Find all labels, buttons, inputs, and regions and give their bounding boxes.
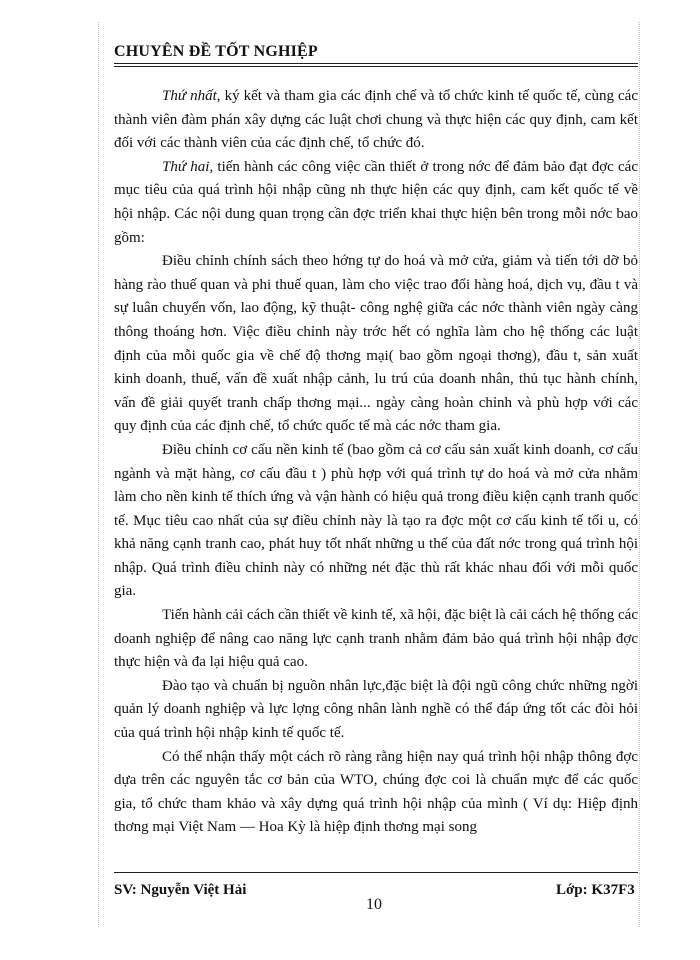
paragraph — [114, 250, 638, 439]
footer-class: Lớp: K37F3 — [556, 882, 635, 898]
header-rule — [114, 63, 638, 64]
paragraph — [114, 85, 638, 156]
paragraph-text: , ký kết và tham gia các định chế và tổ chức kinh tế quốc tế, cùng các thành viên đàm phán xây dựng các luật chơi chung và thực hiện các quy định, cam kết đối với các thành viên của các định chế, tổ chức đó. — [114, 88, 638, 152]
document-body — [114, 85, 638, 840]
paragraph — [114, 675, 638, 746]
paragraph — [114, 746, 638, 840]
paragraph-lead: Thứ hai — [162, 158, 210, 175]
paragraph-text: Tiến hành cải cách cần thiết về kinh tế, xã hội, đặc biệt là cải cách hệ thống các doanh nghiệp để nâng cao năng lực cạnh tranh nhằm đảm bảo quá trình hội nhập đợc thực hiện và đa lại hiệu quả cao. — [114, 607, 638, 671]
paragraph-text: , tiến hành các công việc cần thiết ở trong nớc để đảm bảo đạt đợc các mục tiêu của quá trình hội nhập cũng nh thực hiện các quy định, cam kết quốc tế về hội nhập. Các nội dung quan trọng cần đợc triển khai thực hiện bên trong mỗi nớc bao gồm: — [114, 158, 638, 246]
paragraph-lead: Thứ nhất — [162, 88, 217, 104]
paragraph-text: Có thể nhận thấy một cách rõ ràng rằng hiện nay quá trình hội nhập thông đợc dựa trên các nguyên tắc cơ bản của WTO, chúng đợc coi là chuẩn mực để các quốc gia, tổ chức tham khảo và xây dựng quá trình hội nhập của mình ( Ví dụ: Hiệp định thơng mại Việt Nam — Hoa Kỳ là hiệp định thơng mại song — [114, 748, 638, 836]
paragraph — [114, 439, 638, 604]
paragraph-text: Điều chỉnh chính sách theo hớng tự do hoá và mở cửa, giảm và tiến tới dỡ bỏ hàng rào thuế quan và phi thuế quan, làm cho việc trao đổi hàng hoá, dịch vụ, đầu t và sự luân chuyển vốn, lao động, kỹ thuật- công nghệ giữa các nớc thành viên ngày càng thông thoáng hơn. Việc điều chỉnh này trớc hết có nghĩa làm cho hệ thống các luật định của mỗi quốc gia về chế độ thơng mại( bao gồm ngoại thơng), đầu t, sản xuất kinh doanh, thuế, vấn đề xuất nhập cảnh, lu trú của doanh nhân, thủ tục hành chính, vấn đề giải quyết tranh chấp thơng mại... ngày càng hoàn chỉnh và phù hợp với các quy định của các định chế, tổ chức quốc tế mà các nớc tham gia. — [114, 253, 638, 435]
paragraph-text: Đào tạo và chuẩn bị nguồn nhân lực,đặc biệt là đội ngũ công chức những ngời quản lý doanh nghiệp và lực lợng công nhân lành nghề có thể đáp ứng tốt các đòi hỏi của quá trình hội nhập kinh tế quốc tế. — [114, 677, 638, 742]
page-header-title: CHUYÊN ĐỀ TỐT NGHIỆP — [114, 43, 318, 60]
paragraph — [114, 156, 638, 250]
footer-rule — [114, 872, 638, 873]
page-number: 10 — [366, 896, 382, 913]
paragraph-text: Điều chỉnh cơ cấu nền kinh tế (bao gồm cả cơ cấu sản xuất kinh doanh, cơ cấu ngành và mặt hàng, cơ cấu đầu t ) phù hợp với quá trình tự do hoá và mở cửa nhằm làm cho nền kinh tế thích ứng và vận hành có hiệu quả trong điều kiện cạnh tranh quốc tế. Mục tiêu cao nhất của sự điều chỉnh này là tạo ra đợc một cơ cấu kinh tế tối u, có khả năng cạnh tranh cao, phát huy tốt nhất những u thế của đất nớc trong quá trình hội nhập. Quá trình điều chỉnh này có những nét đặc thù rất khác nhau đối với mỗi quốc gia. — [114, 441, 638, 600]
header-rule-double — [114, 66, 638, 67]
paragraph — [114, 604, 638, 675]
footer-author: SV: Nguyễn Việt Hải — [114, 882, 247, 898]
